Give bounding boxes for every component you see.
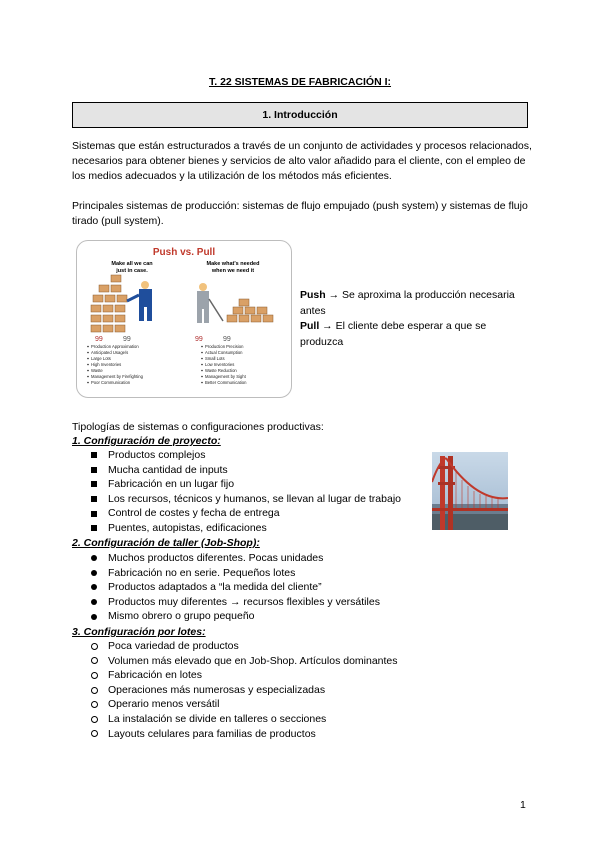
svg-text:99: 99 (195, 336, 203, 343)
pull-worker-figure (197, 283, 223, 323)
pull-box-cart (227, 299, 273, 322)
push-label: Push (300, 289, 326, 301)
push-list-item: Management by Firefighting (91, 374, 143, 379)
pull-text: → El cliente debe esperar a que se produzca (300, 320, 487, 348)
push-vs-pull-illustration (77, 241, 291, 397)
list-item: Operario menos versátil (88, 697, 398, 712)
config1-list (88, 448, 401, 536)
push-definition (300, 288, 520, 319)
list-item: La instalación se divide en talleres o secciones (88, 712, 398, 727)
list-item: Control de costes y fecha de entrega (88, 506, 401, 521)
list-item: Operaciones más numerosas y especializadas (88, 683, 398, 698)
push-box-pile (91, 275, 127, 332)
push-list-item: Large Lots (91, 356, 111, 361)
push-list-item: High Inventories (91, 362, 122, 367)
svg-text:99: 99 (95, 336, 103, 343)
list-item: Volumen más elevado que en Job-Shop. Artículos dominantes (88, 654, 398, 669)
list-item: Poca variedad de productos (88, 639, 398, 654)
config3-heading: 3. Configuración por lotes: (72, 626, 206, 638)
bridge-photo (432, 452, 508, 530)
document-title: T. 22 SISTEMAS DE FABRICACIÓN I: (208, 76, 392, 88)
pull-list-item: Low Inventories (205, 362, 235, 367)
push-list-item: Waste (91, 368, 103, 373)
pull-list-item: Production Precision (205, 344, 244, 349)
page-number: 1 (520, 799, 526, 811)
list-item: Puentes, autopistas, edificaciones (88, 521, 401, 536)
pull-caption-line1: Make what's needed (206, 261, 260, 267)
systems-paragraph: Principales sistemas de producción: sistemas de flujo empujado (push system) y sistemas de flujo tirado (pull system). (72, 200, 528, 227)
push-list-item: Production Approximation (91, 344, 139, 349)
pull-list-item: Management by Sight (205, 374, 246, 379)
list-item: Fabricación no en serie. Pequeños lotes (88, 566, 380, 581)
push-caption-line1: Make all we can (111, 261, 153, 267)
push-worker-figure (127, 281, 152, 321)
config1-heading: 1. Configuración de proyecto: (72, 435, 221, 447)
pull-list-item: Waste Reduction (205, 368, 237, 373)
list-item: Mismo obrero o grupo pequeño (88, 609, 380, 624)
list-item: Fabricación en lotes (88, 668, 398, 683)
svg-text:99: 99 (123, 336, 131, 343)
list-item: Mucha cantidad de inputs (88, 463, 401, 478)
push-list-item: Anticipated Usage/s (91, 350, 129, 355)
figure-heading: Push vs. Pull (152, 247, 216, 258)
push-text: → Se aproxima la producción necesaria antes (300, 289, 515, 317)
pull-definition (300, 319, 520, 350)
pull-list-item: Actual Consumption (205, 350, 243, 355)
pull-caption-line2: when we need it (211, 268, 255, 274)
push-list-item: Poor Communication (91, 380, 131, 385)
intro-paragraph: Sistemas que están estructurados a través de un conjunto de actividades y procesos relacionados, necesarios para obtener bienes y servicios de alto valor añadido para el cliente, con el empleo de los medios adecuados y la utilización de los métodos más eficientes. (72, 140, 532, 182)
config3-list (88, 639, 398, 741)
push-caption-line2: just in case. (116, 268, 148, 274)
list-item: Productos adaptados a “la medida del cliente” (88, 580, 380, 595)
list-item: Fabricación en un lugar fijo (88, 477, 401, 492)
list-item: Muchos productos diferentes. Pocas unidades (88, 551, 380, 566)
push-vs-pull-figure (76, 240, 292, 398)
push-pull-definitions (300, 288, 520, 350)
config2-heading: 2. Configuración de taller (Job-Shop): (72, 537, 260, 549)
typologies-intro: Tipologías de sistemas o configuraciones productivas: (72, 421, 324, 433)
list-item: Los recursos, técnicos y humanos, se llevan al lugar de trabajo (88, 492, 401, 507)
pull-list-item: Small Lots (205, 356, 225, 361)
section-heading-introduccion: 1. Introducción (72, 102, 528, 128)
list-item: Productos complejos (88, 448, 401, 463)
pull-label: Pull (300, 320, 320, 332)
list-item: Layouts celulares para familias de productos (88, 727, 398, 742)
svg-text:99: 99 (223, 336, 231, 343)
config2-list (88, 551, 380, 624)
list-item: Productos muy diferentes → recursos flexibles y versátiles (88, 595, 380, 610)
pull-list-item: Better Communication (205, 380, 247, 385)
